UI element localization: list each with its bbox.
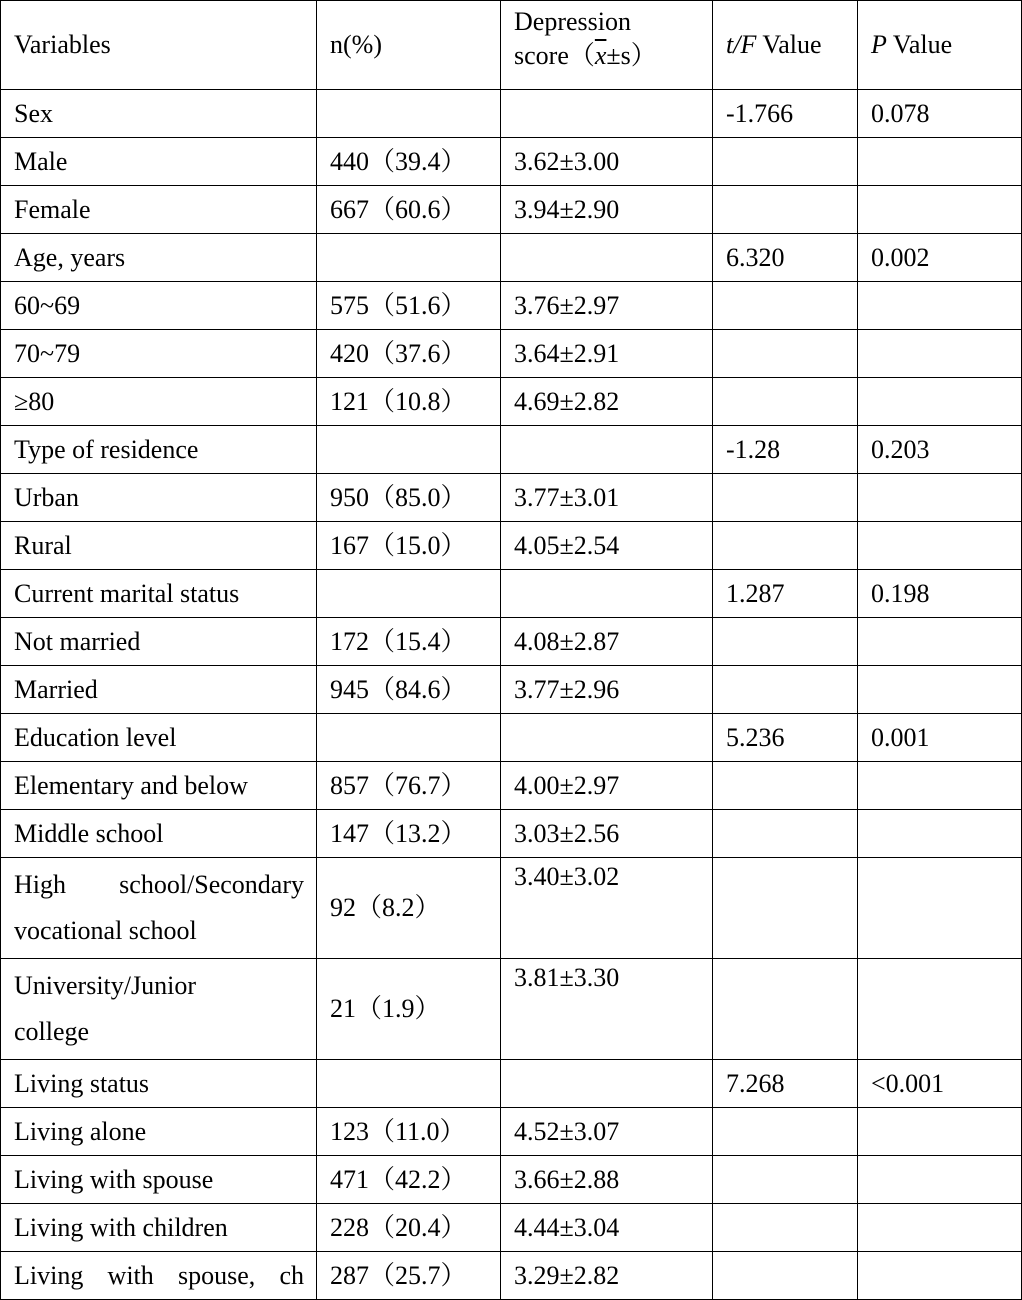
cell-p: [858, 618, 1022, 666]
header-depression-score: [501, 1, 713, 90]
cell-stat: -1.766: [713, 90, 858, 138]
cell-variable: Living with children: [1, 1204, 317, 1252]
cell-variable: University/Junior college: [1, 959, 317, 1060]
cell-score: 4.44±3.04: [501, 1204, 713, 1252]
header-xbar-symbol: $\overline{x}$: [594, 41, 607, 71]
cell-variable: Living status: [1, 1060, 317, 1108]
table-row: [1, 1156, 1022, 1204]
header-n-percent: n(%): [317, 1, 501, 90]
cell-n: [317, 570, 501, 618]
table-row: [1, 810, 1022, 858]
cell-score: 3.40±3.02: [501, 858, 713, 959]
cell-n: 147（13.2）: [317, 810, 501, 858]
cell-stat: [713, 858, 858, 959]
cell-variable: ≥80: [1, 378, 317, 426]
cell-p: [858, 378, 1022, 426]
header-tf-italic: t/F: [726, 30, 757, 59]
cell-p: <0.001: [858, 1060, 1022, 1108]
header-variables: Variables: [1, 1, 317, 90]
cell-n: 950（85.0）: [317, 474, 501, 522]
cell-p: [858, 1204, 1022, 1252]
cell-n: [317, 90, 501, 138]
table-row: [1, 378, 1022, 426]
cell-p: [858, 858, 1022, 959]
cell-score: 3.81±3.30: [501, 959, 713, 1060]
cell-variable: Sex: [1, 90, 317, 138]
cell-n: 167（15.0）: [317, 522, 501, 570]
cell-n: 471（42.2）: [317, 1156, 501, 1204]
cell-stat: [713, 1252, 858, 1300]
cell-stat: [713, 810, 858, 858]
cell-p: [858, 282, 1022, 330]
table-row: [1, 762, 1022, 810]
cell-variable: 70~79: [1, 330, 317, 378]
table-row: [1, 138, 1022, 186]
table-row: [1, 714, 1022, 762]
cell-score: 3.66±2.88: [501, 1156, 713, 1204]
cell-variable: Male: [1, 138, 317, 186]
cell-variable: Elementary and below: [1, 762, 317, 810]
cell-p: [858, 810, 1022, 858]
cell-score: 4.69±2.82: [501, 378, 713, 426]
cell-score: 4.08±2.87: [501, 618, 713, 666]
table-row: [1, 959, 1022, 1060]
table-row: [1, 666, 1022, 714]
table-row: [1, 1204, 1022, 1252]
table-row: [1, 234, 1022, 282]
header-tf-value: [713, 1, 858, 90]
cell-p: [858, 1156, 1022, 1204]
cell-n: 945（84.6）: [317, 666, 501, 714]
cell-score: [501, 426, 713, 474]
cell-n: 123（11.0）: [317, 1108, 501, 1156]
cell-variable: Middle school: [1, 810, 317, 858]
header-tf-rest: Value: [756, 30, 822, 59]
cell-stat: [713, 282, 858, 330]
cell-variable: High school/Secondary vocational school: [1, 858, 317, 959]
cell-variable: Current marital status: [1, 570, 317, 618]
cell-score: [501, 1060, 713, 1108]
cell-p: [858, 1108, 1022, 1156]
cell-score: 3.94±2.90: [501, 186, 713, 234]
header-depression-line2-pre: score（: [514, 41, 595, 71]
cell-stat: [713, 474, 858, 522]
cell-stat: [713, 762, 858, 810]
cell-score: 3.77±3.01: [501, 474, 713, 522]
cell-n: 667（60.6）: [317, 186, 501, 234]
cell-stat: [713, 378, 858, 426]
cell-variable: Education level: [1, 714, 317, 762]
cell-n: 92（8.2）: [317, 858, 501, 959]
cell-n: 287（25.7）: [317, 1252, 501, 1300]
cell-n: 857（76.7）: [317, 762, 501, 810]
table-row: [1, 90, 1022, 138]
cell-p: [858, 186, 1022, 234]
table-row: [1, 426, 1022, 474]
cell-n: 575（51.6）: [317, 282, 501, 330]
header-p-value: [858, 1, 1022, 90]
table-row: [1, 186, 1022, 234]
cell-p: 0.203: [858, 426, 1022, 474]
cell-variable: Type of residence: [1, 426, 317, 474]
cell-variable: 60~69: [1, 282, 317, 330]
cell-score: [501, 714, 713, 762]
cell-n: [317, 1060, 501, 1108]
cell-stat: [713, 522, 858, 570]
cell-p: 0.078: [858, 90, 1022, 138]
cell-variable: Living alone: [1, 1108, 317, 1156]
header-p-italic: P: [871, 30, 887, 59]
cell-p: 0.198: [858, 570, 1022, 618]
cell-p: [858, 138, 1022, 186]
cell-score: [501, 570, 713, 618]
cell-p: [858, 474, 1022, 522]
cell-n: 440（39.4）: [317, 138, 501, 186]
table-row: [1, 474, 1022, 522]
header-depression-line2-post: ±s）: [606, 41, 657, 71]
cell-score: 3.77±2.96: [501, 666, 713, 714]
cell-score: 3.03±2.56: [501, 810, 713, 858]
cell-stat: [713, 186, 858, 234]
cell-p: [858, 330, 1022, 378]
cell-stat: [713, 330, 858, 378]
table-header-row: [1, 1, 1022, 90]
cell-score: 3.29±2.82: [501, 1252, 713, 1300]
cell-variable: Living with spouse: [1, 1156, 317, 1204]
cell-stat: [713, 618, 858, 666]
table-row: [1, 1252, 1022, 1300]
cell-p: [858, 666, 1022, 714]
cell-score: [501, 234, 713, 282]
cell-score: 3.76±2.97: [501, 282, 713, 330]
cell-n: 228（20.4）: [317, 1204, 501, 1252]
cell-variable: Urban: [1, 474, 317, 522]
cell-p: [858, 522, 1022, 570]
cell-n: [317, 234, 501, 282]
table-row: [1, 330, 1022, 378]
cell-variable: Married: [1, 666, 317, 714]
table-row: [1, 1108, 1022, 1156]
cell-p: 0.001: [858, 714, 1022, 762]
cell-p: 0.002: [858, 234, 1022, 282]
cell-score: 4.05±2.54: [501, 522, 713, 570]
cell-n: 172（15.4）: [317, 618, 501, 666]
table-row: [1, 618, 1022, 666]
cell-stat: 7.268: [713, 1060, 858, 1108]
cell-stat: [713, 959, 858, 1060]
cell-stat: [713, 1156, 858, 1204]
cell-n: 420（37.6）: [317, 330, 501, 378]
cell-score: 4.00±2.97: [501, 762, 713, 810]
table-row: [1, 1060, 1022, 1108]
cell-variable: Rural: [1, 522, 317, 570]
table-row: [1, 282, 1022, 330]
cell-stat: 1.287: [713, 570, 858, 618]
cell-score: 3.64±2.91: [501, 330, 713, 378]
cell-p: [858, 1252, 1022, 1300]
cell-variable: Female: [1, 186, 317, 234]
cell-stat: [713, 138, 858, 186]
cell-stat: 5.236: [713, 714, 858, 762]
table-row: [1, 858, 1022, 959]
cell-stat: [713, 666, 858, 714]
cell-variable: Not married: [1, 618, 317, 666]
cell-score: 3.62±3.00: [501, 138, 713, 186]
cell-stat: [713, 1108, 858, 1156]
cell-stat: -1.28: [713, 426, 858, 474]
cell-n: [317, 714, 501, 762]
cell-variable: Living with spouse, ch: [1, 1252, 317, 1300]
table-row: [1, 570, 1022, 618]
table-row: [1, 522, 1022, 570]
cell-n: 121（10.8）: [317, 378, 501, 426]
cell-score: [501, 90, 713, 138]
cell-n: [317, 426, 501, 474]
cell-variable: Age, years: [1, 234, 317, 282]
cell-p: [858, 762, 1022, 810]
cell-stat: 6.320: [713, 234, 858, 282]
cell-n: 21（1.9）: [317, 959, 501, 1060]
header-depression-line1: Depression: [514, 7, 631, 36]
cell-stat: [713, 1204, 858, 1252]
cell-p: [858, 959, 1022, 1060]
header-p-rest: Value: [886, 30, 953, 59]
cell-score: 4.52±3.07: [501, 1108, 713, 1156]
